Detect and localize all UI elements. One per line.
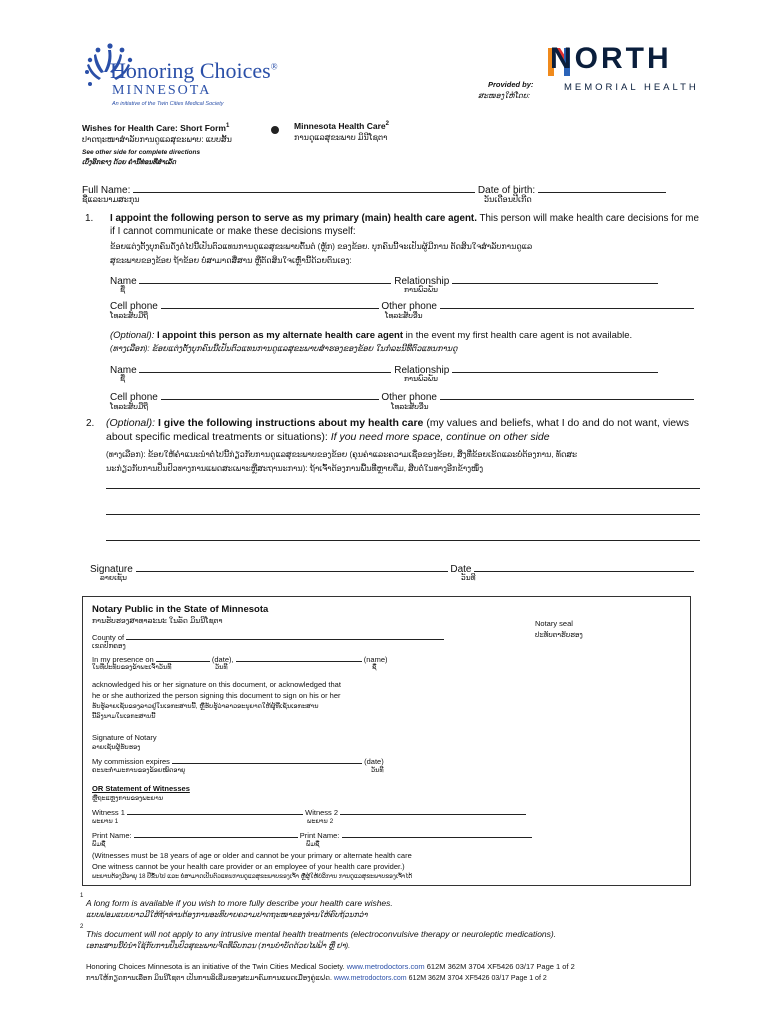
notary-title: Notary Public in the State of Minnesota: [92, 604, 269, 615]
commission-date-lao: ວັນທີ: [371, 767, 384, 774]
alt-other-phone-label: Other phone: [381, 392, 437, 403]
agent-name-field[interactable]: [139, 273, 391, 284]
brand-tagline: An initiative of the Twin Cities Medical Society: [112, 101, 224, 107]
witness-2-label: Witness 2: [305, 808, 339, 817]
provided-by: Provided by:: [488, 80, 534, 89]
brand-main: Honoring Choices: [110, 58, 271, 83]
witness-1-label-lao: ພະຍານ 1: [92, 818, 119, 825]
alt-cell-field[interactable]: [161, 389, 379, 400]
notary-seal-label-lao: ປະທັບຕາຮັບຮອງ: [535, 632, 583, 639]
or-witness-title: OR Statement of Witnesses: [92, 784, 190, 793]
commission-label: My commission expires: [92, 757, 170, 766]
footnote-1-lao: ແບບຟອມແບບຍາວມີໃຫ້ຖ້າທ່ານຕ້ອງການອະທິບາຍຄວາມປາດຖະໜາຂອງທ່ານໃຫ້ຄົບຖ້ວນກວ່າ: [86, 910, 368, 919]
agent-other-phone-label-lao: ໂທລະສັບອື່ນ: [385, 311, 423, 320]
presence-date-field[interactable]: [156, 653, 210, 662]
notary-title-lao: ການຮັບຮອງສາທາລະນະ ໃນລັດ ມິນນີໂຊຕາ: [92, 616, 223, 625]
witness-2-label-lao: ພະຍານ 2: [307, 818, 334, 825]
print-name-2-field[interactable]: [342, 829, 532, 838]
short-form-title-lao: ປາດຖະໜາສຳລັບການດູແລສຸຂະພາບ: ແບບສັ້ນ: [82, 135, 232, 144]
alt-other-phone-field[interactable]: [440, 389, 694, 400]
print-name-1-label: Print Name:: [92, 831, 132, 840]
county-label: County of: [92, 633, 125, 642]
signature-label-lao: ລາຍເຊັນ: [100, 573, 127, 582]
footnote-1-text: A long form is available if you wish to more fully describe your health care wishes.: [86, 898, 393, 908]
dob-label: Date of birth:: [477, 185, 536, 196]
notary-seal-label: Notary seal: [535, 619, 573, 628]
full-name-field[interactable]: [133, 182, 475, 193]
dob-label-lao: ວັນເດືອນປີເກີດ: [484, 195, 532, 204]
agent-cell-label: Cell phone: [110, 301, 158, 312]
alt-other-phone-label-lao: ໂທລະສັບອື່ນ: [391, 402, 429, 411]
alt-name-label: Name: [110, 365, 137, 376]
see-other-side-lao: ເບິ່ງອີກຂາງ ດ້ວຍ ຄຳນີ້ທ່ອນທີ່ສຳເລັດ: [82, 159, 176, 166]
alt-relationship-label: Relationship: [394, 365, 450, 376]
agent-relationship-field[interactable]: [452, 273, 658, 284]
section-2-bold: I give the following instructions about my health care: [155, 417, 424, 429]
instructions-line-3[interactable]: [106, 540, 700, 541]
alt-relationship-field[interactable]: [452, 362, 658, 373]
footnote-2-lao: ເອກະສານນີ້ບໍ່ນຳໃຊ້ກັບການປິ່ນປົວສຸຂະພາບຈິດທີ່ລົບກວນ (ການບຳບັດດ້ວຍໄຟຟ້າ ຫຼື ຢາ).: [86, 941, 351, 950]
footnote-ref-2: 2: [385, 121, 389, 128]
mn-health-care-title: Minnesota Health Care: [294, 121, 386, 131]
footer-text: Honoring Choices Minnesota is an initiative of the Twin Cities Medical Society.: [86, 962, 345, 971]
footnote-1-number: 1: [80, 893, 84, 899]
commission-label-lao: ຄະນະກຳມະການຂອງຂ້ອຍໝົດອາຍຸ: [92, 767, 186, 774]
footer-line-1: [86, 962, 575, 971]
agent-relationship-label-lao: ການພົວພັນ: [404, 285, 438, 294]
signature-date-label: Date: [450, 564, 472, 575]
agent-cell-field[interactable]: [161, 298, 379, 309]
signature-date-label-lao: ວັນທີ: [461, 573, 476, 582]
notary-signature-label: Signature of Notary: [92, 733, 157, 742]
section-2-lao-1: (ທາງເລືອກ): ຂ້ອຍໃຫ້ຄຳແນະນຳຕໍ່ໄປນີ້ກ່ຽວກັບການດູແລສຸຂະພາບຂອງຂ້ອຍ (ຄຸນຄ່າແລະຄວາມເຊື່ອຂອງຂ້ອຍ, ສິ່ງທີ່ຂ້ອຍເຮັດແລະບໍ່ຕ້ອງການ, ທັດສະ: [106, 450, 578, 459]
ack-line-1: acknowledged his or her signature on this document, or acknowledged that: [92, 680, 341, 689]
footnote-2-number: 2: [80, 924, 84, 930]
brand-state: MINNESOTA: [112, 83, 212, 98]
presence-date-lao: ວັນທີ: [215, 664, 228, 671]
footer-link-2[interactable]: www.metrodoctors.com: [333, 975, 407, 982]
witness-1-label: Witness 1: [92, 808, 125, 817]
section-1-number: 1.: [85, 213, 94, 224]
presence-name-label: (name): [363, 655, 388, 664]
witness-rule-lao: ພະຍານຕ້ອງມີອາຍຸ 18 ປີຂຶ້ນໄປ ແລະ ບໍ່ສາມາດເປັນຕົວແທນການດູແລສຸຂະພາບຂອງເຈົ້າ ຫຼືຜູ້ໃຫ້ບໍລິການ ການດູແລສຸຂະພາບຂອງເຈົ້າໄດ້: [92, 874, 413, 880]
mn-health-care-title-lao: ການດູແລສຸຂະພາບ ມິນີໂຊຕາ: [294, 133, 388, 142]
agent-other-phone-label: Other phone: [381, 301, 437, 312]
ack-line-2: he or she authorized the person signing this document to sign on his or her: [92, 691, 341, 700]
or-witness-title-lao: ຫຼືຖະແຫຼງການຂອງພະຍານ: [92, 795, 164, 802]
witness-rule-2: One witness cannot be your health care provider or an employee of your health care provider.): [92, 862, 405, 871]
agent-other-phone-field[interactable]: [440, 298, 694, 309]
bullet-icon: [271, 126, 279, 134]
county-field[interactable]: [126, 631, 444, 640]
honoring-choices-logo: [80, 40, 340, 112]
witness-rule-1: (Witnesses must be 18 years of age or older and cannot be your primary or alternate health care: [92, 851, 412, 860]
footnote-ref-1: 1: [225, 123, 230, 130]
witness-1-field[interactable]: [127, 806, 303, 815]
dob-field[interactable]: [538, 182, 666, 193]
alternate-bold: I appoint this person as my alternate health care agent: [154, 330, 404, 341]
footer-code-2: 612M 362M 3704 XF5426 03/17 Page 1 of 2: [408, 975, 547, 982]
section-2-text: [106, 416, 706, 444]
agent-cell-label-lao: ໂທລະສັບມືຖື: [110, 311, 149, 320]
notary-signature-label-lao: ລາຍເຊັນຜູ້ຮັບຮອງ: [92, 744, 141, 751]
alternate-agent-text: [110, 330, 710, 341]
north-wordmark: NORTH: [550, 42, 672, 75]
alternate-agent-lao: (ທາງເລືອກ): ຂ້ອຍແຕ່ງຕັ້ງບຸກຄົນນີ້ເປັນຕົວແທນການດູແລສຸຂະພາບສຳຮອງຂອງຂ້ອຍ ໃນກໍລະນີທີ່ຕົວແທນການດູ: [110, 344, 458, 353]
witness-2-field[interactable]: [340, 806, 526, 815]
section-2-rest: (my values and beliefs, what I do and do not want, views about specific medical treatments or situations):: [106, 417, 689, 443]
print-name-1-lao: ພິມຊື່: [92, 841, 106, 848]
section-2-lao-2: ນະກ່ຽວກັບການປິ່ນປົວທາງການແພດສະເພາະຫຼືສະຖານະການ): ຖ້າເຈົ້າຕ້ອງການພື້ນທີ່ຫຼາຍຕື່ມ, ສືບຕໍ່ໃນທາງອີກຂ້າງໜຶ່ງ: [106, 464, 484, 473]
alt-relationship-label-lao: ການພົວພັນ: [404, 374, 438, 383]
print-name-1-field[interactable]: [134, 829, 298, 838]
footer-text-lao: ການໃຫ້ກຽດການເລືອກ ມິນນີໂຊຕາ ເປັນການລິເລີ່ມຂອງສະມາຄົມການແພດເມືອງຄູ່ແຝດ.: [86, 975, 332, 982]
commission-field[interactable]: [172, 755, 362, 764]
alt-cell-label-lao: ໂທລະສັບມືຖື: [110, 402, 149, 411]
ack-lao-2: ນີ້ລົງນາມໃນເອກະສານນີ້: [92, 713, 156, 720]
signature-label: Signature: [90, 564, 133, 575]
agent-relationship-label: Relationship: [394, 276, 450, 287]
agent-name-label: Name: [110, 276, 137, 287]
footer-code: 612M 362M 3704 XF5426 03/17 Page 1 of 2: [426, 962, 575, 971]
section-1-lao-2: ສຸຂະພາບຂອງຂ້ອຍ ຖ້າຂ້ອຍ ບໍ່ສາມາດສື່ສານ ຫຼືຕັດສິນໃຈເຫຼົ່ານີ້ດ້ວຍຕົນເອງ:: [110, 256, 352, 265]
instructions-line-1[interactable]: [106, 488, 700, 489]
short-form-title: Wishes for Health Care: Short Form: [82, 123, 226, 133]
full-name-label-lao: ຊື່ແລະນາມສະກຸນ: [82, 195, 140, 204]
presence-label-lao: ໃນທີ່ປະທັບຂອງຂ້າພະເຈົ້າວັນທີ: [92, 664, 172, 671]
footer-line-2: [86, 974, 547, 982]
section-1-rest: This person will make health care decisions for me if I cannot communicate or make these decisions myself:: [110, 213, 699, 237]
section-2-number: 2.: [86, 418, 95, 429]
section-1-text: [110, 212, 704, 238]
footer-link[interactable]: www.metrodoctors.com: [346, 962, 425, 971]
alternate-rest: in the event my first health care agent is not available.: [403, 330, 633, 341]
presence-date-label: (date),: [211, 655, 234, 664]
alternate-optional-label: (Optional):: [110, 330, 155, 341]
presence-name-lao: ຊື່: [372, 664, 377, 671]
footnote-2-text: This document will not apply to any intrusive mental health treatments (electroconvulsive therapy or neuroleptic medications).: [86, 929, 557, 939]
agent-name-label-lao: ຊື່: [120, 285, 126, 294]
signature-date-field[interactable]: [474, 561, 694, 572]
alt-cell-label: Cell phone: [110, 392, 158, 403]
instructions-line-2[interactable]: [106, 514, 700, 515]
ack-lao-1: ຮັບຮູ້ລາຍເຊັນຂອງລາວຢູ່ໃນເອກະສານນີ້, ຫຼືຮັບຮູ້ວ່າລາວອະນຸຍາດໃຫ້ຜູ້ທີ່ເຊັນເອກະສານ: [92, 703, 319, 710]
commission-date-label: (date): [364, 757, 384, 766]
see-other-side: See other side for complete directions: [82, 149, 201, 156]
north-memorial-logo: [548, 42, 714, 98]
alt-name-field[interactable]: [139, 362, 391, 373]
section-1-bold: I appoint the following person to serve as my primary (main) health care agent.: [110, 213, 477, 224]
county-label-lao: ເຂດປົກຄອງ: [92, 643, 126, 650]
signature-field[interactable]: [136, 561, 448, 572]
alt-name-label-lao: ຊື່: [120, 374, 126, 383]
print-name-2-label: Print Name:: [299, 831, 340, 840]
print-name-2-lao: ພິມຊື່: [306, 841, 320, 848]
section-2-italic: If you need more space, continue on other side: [327, 431, 550, 443]
presence-name-field[interactable]: [236, 653, 362, 662]
section-2-optional: (Optional):: [106, 417, 156, 429]
brand-reg: ®: [270, 61, 278, 72]
section-1-lao-1: ຂ້ອຍແຕ່ງຕັ້ງບຸກຄົນດັ່ງຕໍ່ໄປນີ້ເປັນຕົວແທນການດູແລສຸຂະພາບຕົ້ນຕໍ (ຫຼັກ) ຂອງຂ້ອຍ. ບຸກຄົນນີ້ຈະເປັນຜູ້ມີການ ຕັດສິນໃຈສຳລັບການດູແລ: [110, 242, 533, 251]
memorial-health-wordmark: MEMORIAL HEALTH: [564, 82, 699, 93]
provided-by-lao: ສະໜອງໃຫ້ໂດຍ:: [478, 91, 531, 100]
presence-label: In my presence on: [92, 655, 154, 664]
full-name-label: Full Name:: [82, 185, 131, 196]
